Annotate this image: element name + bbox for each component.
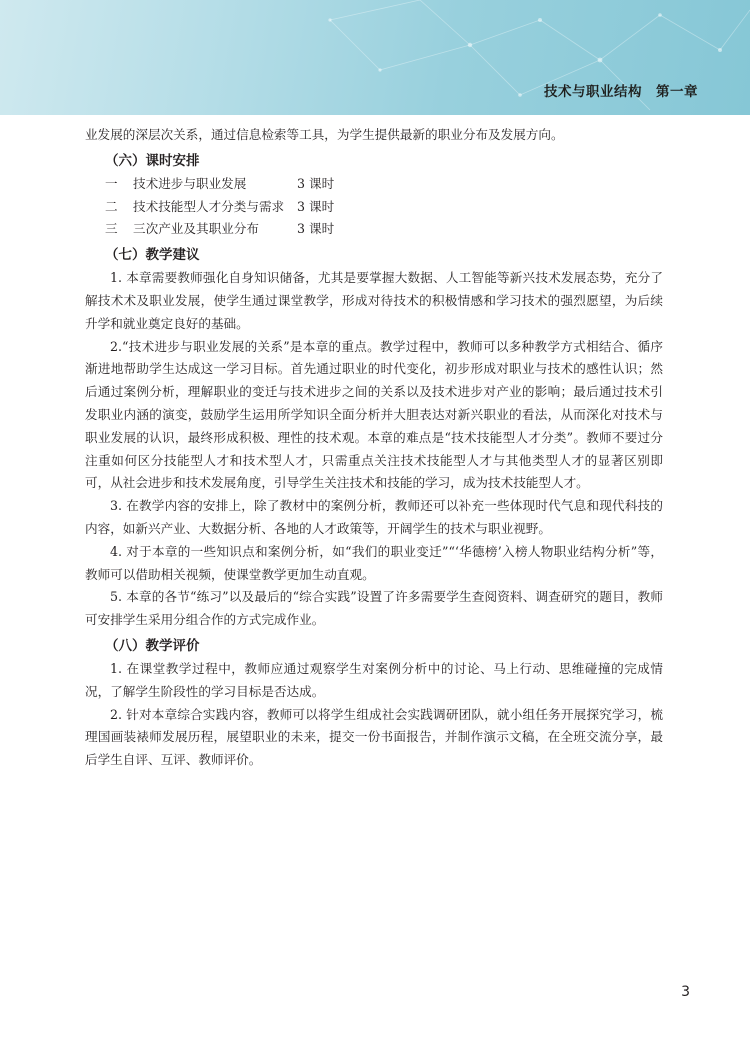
page-content — [85, 124, 663, 772]
evaluation-paragraph: 1. 在课堂教学过程中，教师应通过观察学生对案例分析中的讨论、马上行动、思维碰撞的完成情况，了解学生阶段性的学习目标是否达成。 — [85, 660, 663, 699]
section-heading-schedule: （六）课时安排 — [105, 152, 200, 169]
schedule-number: 三 — [105, 221, 118, 237]
section-heading-evaluation: （八）教学评价 — [105, 637, 200, 654]
suggestion-paragraph: 1. 本章需要教师强化自身知识储备，尤其是要掌握大数据、人工智能等新兴技术发展态势，充分了解技术术及职业发展，使学生通过课堂教学，形成对待技术的积极情感和学习技术的强烈愿望，为后续升学和就业奠定良好的基础。 — [85, 270, 663, 331]
intro-line: 业发展的深层次关系，通过信息检索等工具，为学生提供最新的职业分布及发展方向。 — [85, 127, 564, 142]
header-banner — [0, 0, 750, 115]
schedule-topic: 三次产业及其职业分布 — [133, 221, 259, 237]
schedule-row — [105, 196, 663, 219]
suggestion-paragraph: 3. 在教学内容的安排上，除了教材中的案例分析，教师还可以补充一些体现时代气息和现代科技的内容，如新兴产业、大数据分析、各地的人才政策等，开阔学生的技术与职业视野。 — [85, 498, 663, 536]
page-number: 3 — [681, 984, 690, 1000]
schedule-row — [105, 173, 663, 196]
suggestion-paragraph: 5. 本章的各节“练习”以及最后的“综合实践”设置了许多需要学生查阅资料、调查研究的题目，教师可安排学生采用分组合作的方式完成作业。 — [85, 589, 663, 628]
schedule-topic: 技术进步与职业发展 — [133, 175, 247, 191]
schedule-hours: 3 课时 — [297, 221, 335, 237]
suggestion-paragraph: 2.“技术进步与职业发展的关系”是本章的重点。教学过程中，教师可以多种教学方式相结合、循序渐进地帮助学生达成这一学习目标。首先通过职业的时代变化，初步形成对职业与技术的感性认识；然后通过案例分析，理解职业的变迁与技术进步之间的关系以及技术进步对产业的影响；最后通过技术引发职业内涵的演变，鼓励学生运用所学知识全面分析并大胆表达对新兴职业的看法，从而深化对技术与职业发展的认识，最终形成积极、理性的技术观。本章的难点是“技术技能型人才分类”。教师不要过分注重如何区分技能型人才和技术型人才，只需重点关注技术技能型人才与其他类型人才的显著区别即可，从社会进步和技术发展角度，引导学生关注技术和技能的学习，成为技术技能型人才。 — [85, 338, 663, 491]
schedule-number: 一 — [105, 175, 118, 191]
evaluation-paragraph: 2. 针对本章综合实践内容，教师可以将学生组成社会实践调研团队，就小组任务开展探究学习，梳理国画装裱师发展历程，展望职业的未来，提交一份书面报告，并制作演示文稿，在全班交流分享，最后学生自评、互评、教师评价。 — [85, 706, 663, 768]
schedule-hours: 3 课时 — [297, 198, 335, 214]
suggestion-paragraph: 4. 对于本章的一些知识点和案例分析，如“我们的职业变迁”“‘华德榜’入榜人物职业结构分析”等，教师可以借助相关视频，使课堂教学更加生动直观。 — [85, 543, 663, 582]
schedule-row — [105, 218, 663, 241]
schedule-topic: 技术技能型人才分类与需求 — [133, 198, 285, 214]
schedule-hours: 3 课时 — [297, 175, 335, 191]
chapter-title: 技术与职业结构 第一章 — [544, 84, 698, 100]
section-heading-teaching-suggestions: （七）教学建议 — [105, 247, 200, 264]
schedule-number: 二 — [105, 198, 118, 214]
